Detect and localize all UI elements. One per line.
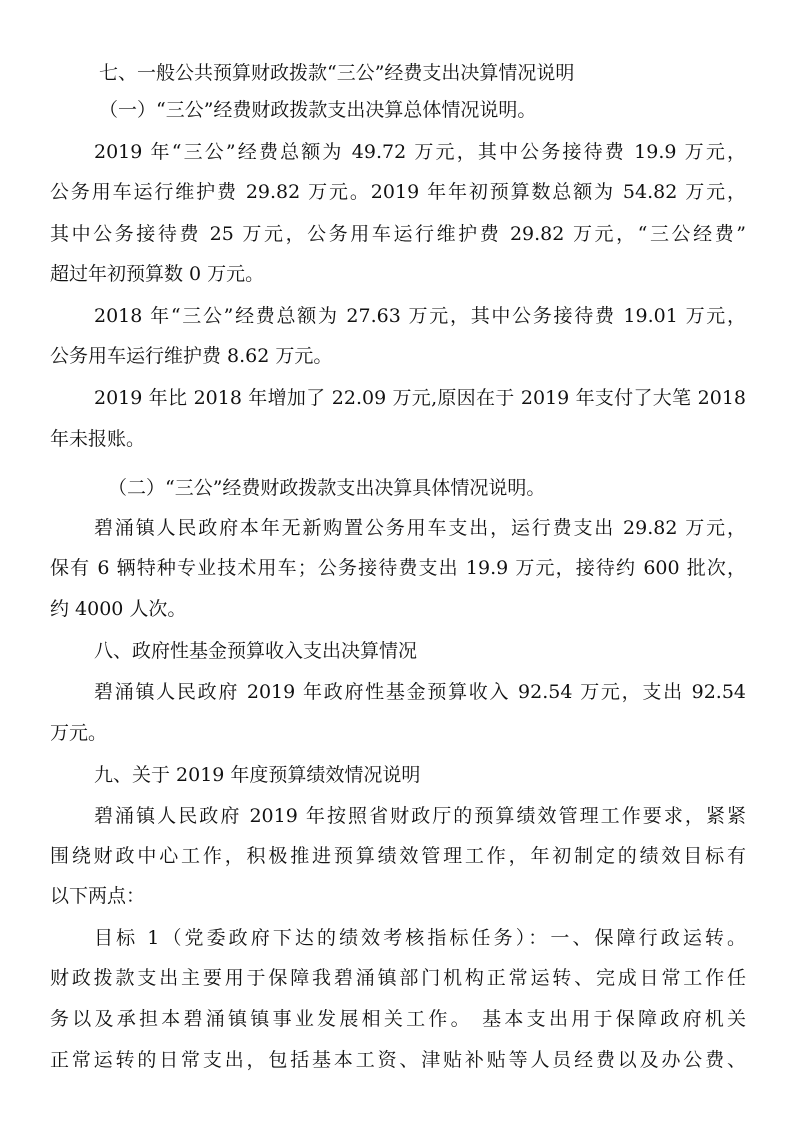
paragraph-line: 碧涌镇人民政府 2019 年按照省财政厅的预算绩效管理工作要求，紧紧 [94,805,746,827]
paragraph-line: 2018 年“三公”经费总额为 27.63 万元，其中公务接待费 19.01 万元， [94,305,746,327]
section-heading-nine: 九、关于 2019 年度预算绩效情况说明 [94,764,421,786]
paragraph-line: 务以及承担本碧涌镇镇事业发展相关工作。 基本支出用于保障政府机关 [50,1008,746,1030]
paragraph-line: 2019 年比 2018 年增加了 22.09 万元,原因在于 2019 年支付了大笔 2018 [94,387,746,409]
paragraph-line: 正常运转的日常支出，包括基本工资、津贴补贴等人员经费以及办公费、 [50,1049,746,1071]
paragraph-line: 目标 1（党委政府下达的绩效考核指标任务）：一、保障行政运转。 [94,927,746,949]
section-heading-eight: 八、政府性基金预算收入支出决算情况 [94,640,418,662]
paragraph-line: 以下两点： [50,885,146,907]
paragraph-line: 年未报账。 [50,428,146,450]
subsection-heading-one: （一）“三公”经费财政拨款支出决算总体情况说明。 [99,99,537,121]
paragraph-line: 其中公务接待费 25 万元，公务用车运行维护费 29.82 万元，“三公经费” [50,223,746,245]
paragraph-line: 财政拨款支出主要用于保障我碧涌镇部门机构正常运转、完成日常工作任 [50,967,746,989]
paragraph-line: 超过年初预算数 0 万元。 [50,263,265,285]
paragraph-line: 碧涌镇人民政府本年无新购置公务用车支出，运行费支出 29.82 万元， [94,517,746,539]
paragraph-line: 碧涌镇人民政府 2019 年政府性基金预算收入 92.54 万元，支出 92.54 [94,681,746,703]
section-heading-seven: 七、一般公共预算财政拨款“三公”经费支出决算情况说明 [99,62,575,84]
paragraph-line: 公务用车运行维护费 29.82 万元。2019 年年初预算数总额为 54.82 万元， [50,181,746,203]
paragraph-line: 2019 年“三公”经费总额为 49.72 万元，其中公务接待费 19.9 万元， [94,141,746,163]
paragraph-line: 万元。 [50,722,108,744]
paragraph-line: 公务用车运行维护费 8.62 万元。 [50,345,333,367]
paragraph-line: 保有 6 辆特种专业技术用车；公务接待费支出 19.9 万元，接待约 600 批次， [50,557,746,579]
paragraph-line: 围绕财政中心工作，积极推进预算绩效管理工作，年初制定的绩效目标有 [50,845,746,867]
subsection-heading-two: （二）“三公”经费财政拨款支出决算具体情况说明。 [108,477,546,499]
paragraph-line: 约 4000 人次。 [50,598,187,620]
